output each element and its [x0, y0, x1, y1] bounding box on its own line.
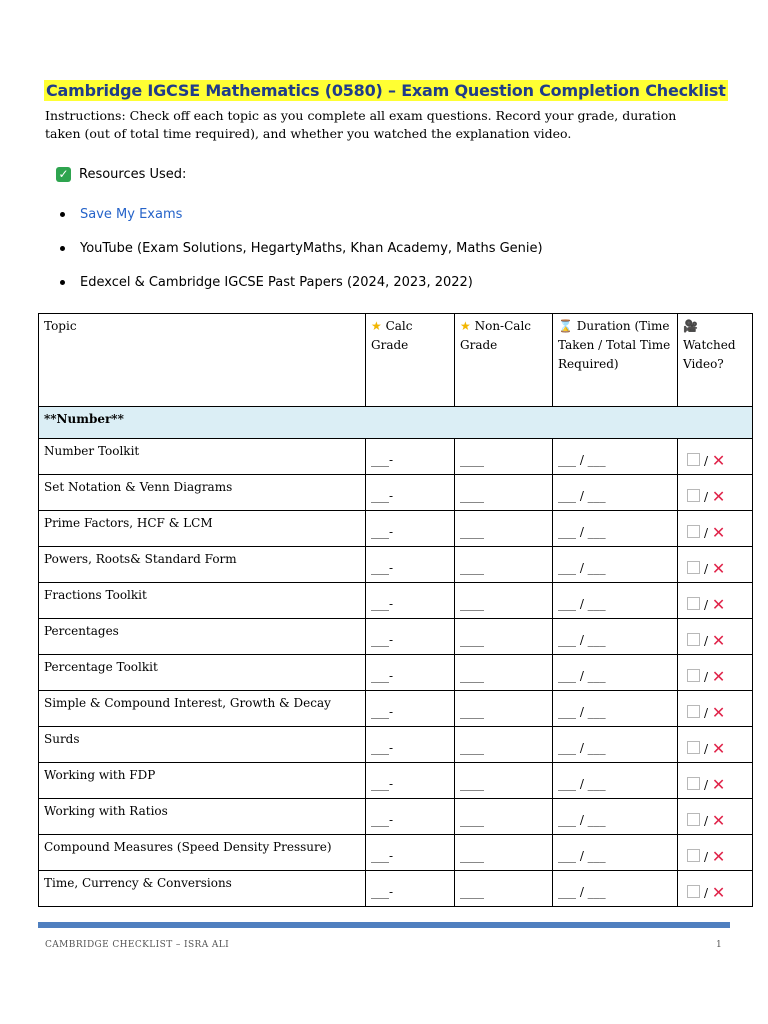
duration-field[interactable]: ___ / ___: [553, 871, 678, 907]
duration-field[interactable]: ___ / ___: [553, 835, 678, 871]
video-separator: /: [704, 562, 709, 576]
topic-name: Set Notation & Venn Diagrams: [39, 475, 366, 511]
noncalc-grade-field[interactable]: ____: [455, 619, 553, 655]
topic-name: Prime Factors, HCF & LCM: [39, 511, 366, 547]
video-separator: /: [704, 454, 709, 468]
x-mark-icon[interactable]: ✕: [711, 667, 726, 686]
table-header-row: [39, 314, 753, 407]
calc-grade-field[interactable]: ___-: [366, 835, 455, 871]
topic-name: Percentage Toolkit: [39, 655, 366, 691]
noncalc-grade-field[interactable]: ____: [455, 511, 553, 547]
checkbox-icon[interactable]: [687, 453, 700, 466]
topic-name: Number Toolkit: [39, 439, 366, 475]
check-box-icon: ✓: [56, 167, 71, 182]
x-mark-icon[interactable]: ✕: [711, 883, 726, 902]
footer-divider: [38, 922, 730, 928]
table-row: [39, 691, 753, 727]
page-number: 1: [716, 940, 722, 950]
duration-field[interactable]: ___ / ___: [553, 691, 678, 727]
video-separator: /: [704, 490, 709, 504]
watched-video-cell: [678, 511, 753, 547]
watched-video-cell: [678, 799, 753, 835]
x-mark-icon[interactable]: ✕: [711, 811, 726, 830]
resources-list: [56, 197, 543, 299]
topic-name: Simple & Compound Interest, Growth & Decay: [39, 691, 366, 727]
x-mark-icon[interactable]: ✕: [711, 703, 726, 722]
table-row: [39, 763, 753, 799]
hourglass-icon: ⌛: [558, 319, 573, 333]
topic-name: Time, Currency & Conversions: [39, 871, 366, 907]
watched-video-cell: [678, 763, 753, 799]
noncalc-grade-field[interactable]: ____: [455, 475, 553, 511]
bullet-icon: [60, 246, 65, 251]
table-row: [39, 511, 753, 547]
calc-grade-field[interactable]: ___-: [366, 799, 455, 835]
bullet-icon: [60, 212, 65, 217]
table-row: [39, 727, 753, 763]
noncalc-grade-field[interactable]: ____: [455, 763, 553, 799]
resources-section: [56, 163, 543, 299]
checkbox-icon[interactable]: [687, 777, 700, 790]
topic-name: Compound Measures (Speed Density Pressure): [39, 835, 366, 871]
duration-field[interactable]: ___ / ___: [553, 727, 678, 763]
resource-item: [56, 265, 543, 299]
checkbox-icon[interactable]: [687, 633, 700, 646]
section-label: **Number**: [39, 407, 753, 439]
calc-grade-field[interactable]: ___-: [366, 439, 455, 475]
watched-video-cell: [678, 619, 753, 655]
checkbox-icon[interactable]: [687, 705, 700, 718]
table-row: [39, 583, 753, 619]
video-separator: /: [704, 814, 709, 828]
video-separator: /: [704, 706, 709, 720]
video-separator: /: [704, 670, 709, 684]
topic-name: Working with Ratios: [39, 799, 366, 835]
table-row: [39, 439, 753, 475]
footer-text: CAMBRIDGE CHECKLIST – ISRA ALI: [45, 940, 230, 950]
calc-grade-field[interactable]: ___-: [366, 763, 455, 799]
checkbox-icon[interactable]: [687, 489, 700, 502]
noncalc-grade-field[interactable]: ____: [455, 871, 553, 907]
duration-field[interactable]: ___ / ___: [553, 583, 678, 619]
noncalc-grade-field[interactable]: ____: [455, 655, 553, 691]
header-calc-grade: ★ Calc Grade: [366, 314, 455, 407]
table-row: [39, 655, 753, 691]
checkbox-icon[interactable]: [687, 813, 700, 826]
resource-label: Edexcel & Cambridge IGCSE Past Papers (2024, 2023, 2022): [80, 274, 473, 290]
noncalc-grade-field[interactable]: ____: [455, 835, 553, 871]
checkbox-icon[interactable]: [687, 597, 700, 610]
section-row-number: [39, 407, 753, 439]
header-topic: Topic: [39, 314, 366, 407]
video-separator: /: [704, 778, 709, 792]
duration-field[interactable]: ___ / ___: [553, 763, 678, 799]
watched-video-cell: [678, 439, 753, 475]
topic-name: Surds: [39, 727, 366, 763]
duration-field[interactable]: ___ / ___: [553, 655, 678, 691]
document-title: Cambridge IGCSE Mathematics (0580) – Exam Question Completion Checklist: [46, 81, 726, 100]
table-row: [39, 619, 753, 655]
watched-video-cell: [678, 475, 753, 511]
calc-grade-field[interactable]: ___-: [366, 583, 455, 619]
table-row: [39, 547, 753, 583]
noncalc-grade-field[interactable]: ____: [455, 727, 553, 763]
calc-grade-field[interactable]: ___-: [366, 475, 455, 511]
calc-grade-field[interactable]: ___-: [366, 547, 455, 583]
video-separator: /: [704, 742, 709, 756]
star-icon: ★: [371, 319, 382, 333]
noncalc-grade-field[interactable]: ____: [455, 439, 553, 475]
duration-field[interactable]: ___ / ___: [553, 547, 678, 583]
video-separator: /: [704, 886, 709, 900]
watched-video-cell: [678, 547, 753, 583]
table-row: [39, 799, 753, 835]
instructions-text: Instructions: Check off each topic as you complete all exam questions. Record your grade, duration taken (out of total time required), and whether you watched the explanation video.: [45, 108, 677, 141]
table-row: [39, 871, 753, 907]
video-camera-icon: 🎥: [683, 319, 698, 333]
duration-field[interactable]: ___ / ___: [553, 799, 678, 835]
watched-video-cell: [678, 583, 753, 619]
x-mark-icon[interactable]: ✕: [711, 739, 726, 758]
calc-grade-field[interactable]: ___-: [366, 619, 455, 655]
checklist-table: [38, 313, 753, 907]
x-mark-icon[interactable]: ✕: [711, 847, 726, 866]
bullet-icon: [60, 280, 65, 285]
duration-field[interactable]: ___ / ___: [553, 619, 678, 655]
topic-rows: [39, 439, 753, 907]
calc-grade-field[interactable]: ___-: [366, 655, 455, 691]
resource-item: [56, 231, 543, 265]
duration-field[interactable]: ___ / ___: [553, 511, 678, 547]
video-separator: /: [704, 526, 709, 540]
noncalc-grade-field[interactable]: ____: [455, 583, 553, 619]
resource-label: YouTube (Exam Solutions, HegartyMaths, Khan Academy, Maths Genie): [80, 240, 543, 256]
topic-name: Fractions Toolkit: [39, 583, 366, 619]
watched-video-cell: [678, 691, 753, 727]
header-noncalc-grade: ★ Non-Calc Grade: [455, 314, 553, 407]
header-duration: ⌛ Duration (Time Taken / Total Time Required): [553, 314, 678, 407]
watched-video-cell: [678, 835, 753, 871]
topic-name: Powers, Roots& Standard Form: [39, 547, 366, 583]
x-mark-icon[interactable]: ✕: [711, 487, 726, 506]
watched-video-cell: [678, 871, 753, 907]
checkbox-icon[interactable]: [687, 849, 700, 862]
calc-grade-field[interactable]: ___-: [366, 691, 455, 727]
video-separator: /: [704, 598, 709, 612]
x-mark-icon[interactable]: ✕: [711, 559, 726, 578]
topic-name: Working with FDP: [39, 763, 366, 799]
video-separator: /: [704, 634, 709, 648]
resource-link-save-my-exams[interactable]: Save My Exams: [80, 206, 183, 222]
x-mark-icon[interactable]: ✕: [711, 523, 726, 542]
watched-video-cell: [678, 655, 753, 691]
video-separator: /: [704, 850, 709, 864]
resources-heading-label: Resources Used:: [79, 166, 187, 182]
checkbox-icon[interactable]: [687, 885, 700, 898]
header-watched-video: 🎥 Watched Video?: [678, 314, 753, 407]
calc-grade-field[interactable]: ___-: [366, 727, 455, 763]
topic-name: Percentages: [39, 619, 366, 655]
duration-field[interactable]: ___ / ___: [553, 439, 678, 475]
table-row: [39, 475, 753, 511]
calc-grade-field[interactable]: ___-: [366, 871, 455, 907]
checkbox-icon[interactable]: [687, 741, 700, 754]
noncalc-grade-field[interactable]: ____: [455, 799, 553, 835]
star-icon: ★: [460, 319, 471, 333]
table-row: [39, 835, 753, 871]
resources-heading: [56, 163, 543, 185]
noncalc-grade-field[interactable]: ____: [455, 547, 553, 583]
x-mark-icon[interactable]: ✕: [711, 451, 726, 470]
duration-field[interactable]: ___ / ___: [553, 475, 678, 511]
checkbox-icon[interactable]: [687, 525, 700, 538]
resource-item[interactable]: [56, 197, 543, 231]
x-mark-icon[interactable]: ✕: [711, 631, 726, 650]
calc-grade-field[interactable]: ___-: [366, 511, 455, 547]
checkbox-icon[interactable]: [687, 669, 700, 682]
checkbox-icon[interactable]: [687, 561, 700, 574]
watched-video-cell: [678, 727, 753, 763]
x-mark-icon[interactable]: ✕: [711, 775, 726, 794]
x-mark-icon[interactable]: ✕: [711, 595, 726, 614]
noncalc-grade-field[interactable]: ____: [455, 691, 553, 727]
